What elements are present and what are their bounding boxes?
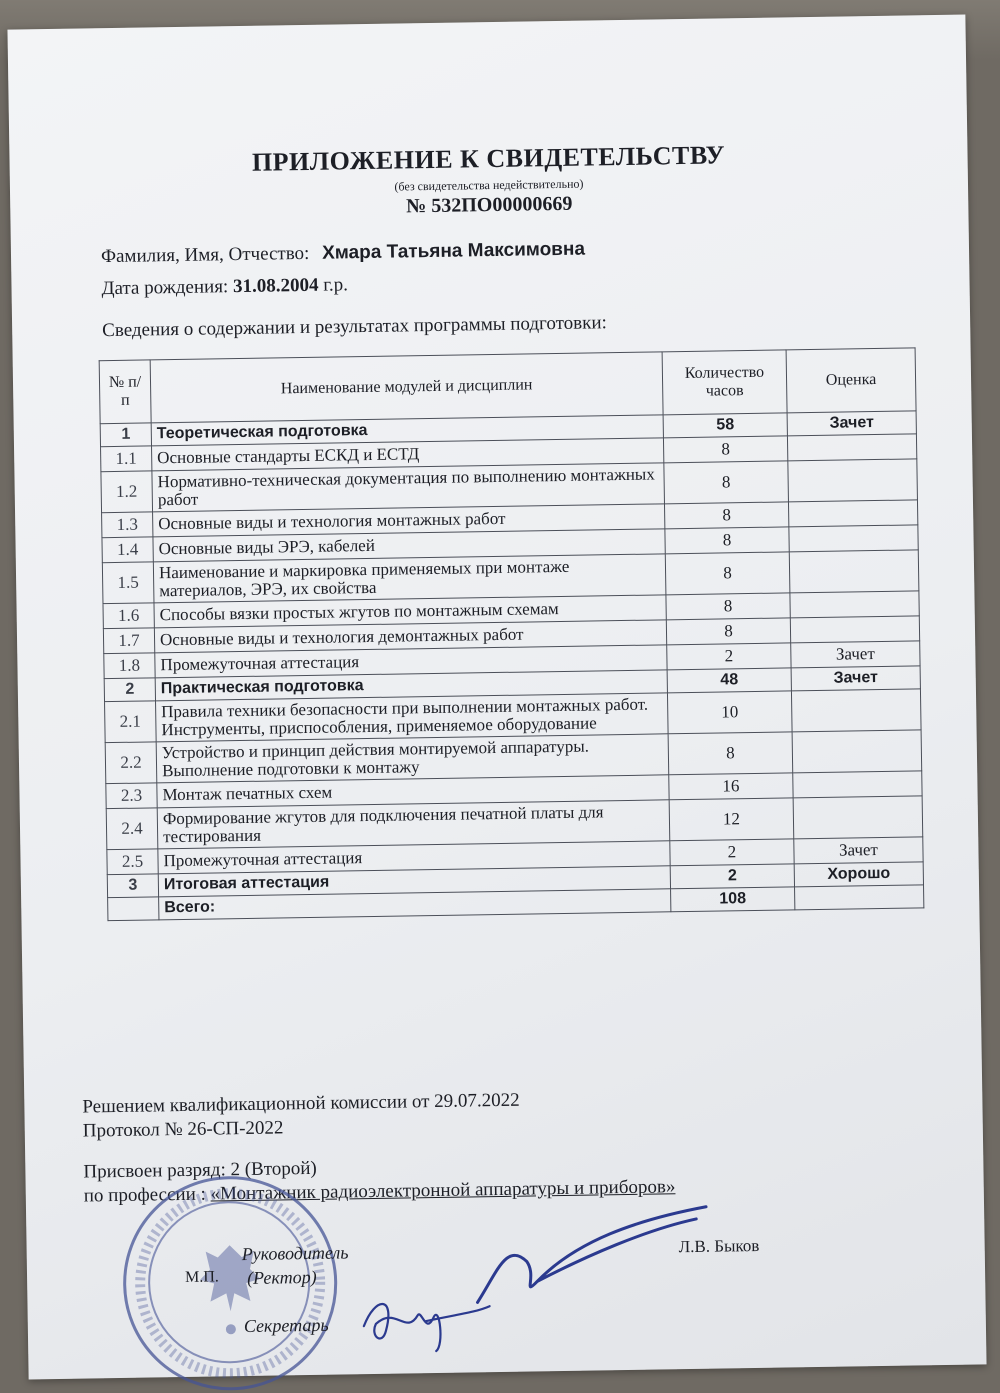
row-hours: 16 xyxy=(669,773,793,800)
row-hours: 2 xyxy=(670,839,794,866)
row-num: 1.6 xyxy=(103,603,154,629)
row-grade xyxy=(789,525,918,552)
fio-line xyxy=(101,239,585,269)
row-name: Основные виды и технология демонтажных работ xyxy=(154,620,666,653)
profession-label: по профессии : xyxy=(83,1183,206,1207)
document-number: № 532ПО00000669 xyxy=(406,192,573,218)
row-hours: 48 xyxy=(667,668,791,693)
row-hours: 2 xyxy=(667,643,791,670)
row-name: Промежуточная аттестация xyxy=(158,841,670,874)
row-num: 1 xyxy=(100,423,151,447)
row-num: 2.4 xyxy=(106,808,158,850)
total-num-cell xyxy=(108,897,159,921)
row-grade xyxy=(792,730,922,773)
row-hours: 8 xyxy=(663,436,787,463)
row-name: Итоговая аттестация xyxy=(158,866,670,897)
row-num: 1.4 xyxy=(102,537,153,563)
dob-line xyxy=(101,274,348,300)
row-hours: 8 xyxy=(666,593,790,620)
row-num: 2.5 xyxy=(107,849,158,875)
row-hours: 8 xyxy=(665,527,789,554)
row-name: Устройство и принцип действия монтируемой аппаратуры. Выполнение подготовки к монтажу xyxy=(156,734,669,783)
fio-value: Хмара Татьяна Максимовна xyxy=(321,238,586,264)
row-name: Основные виды и технология монтажных работ xyxy=(153,504,665,537)
row-name: Монтаж печатных схем xyxy=(157,775,669,808)
row-num: 1.8 xyxy=(104,653,155,679)
row-hours: 8 xyxy=(668,732,793,775)
row-grade: Зачет xyxy=(791,666,920,691)
dob-value: 31.08.2004 xyxy=(232,274,319,298)
fio-label: Фамилия, Имя, Отчество: xyxy=(100,242,310,268)
row-hours: 10 xyxy=(667,691,792,734)
commission-decision: Решением квалификационной комиссии от 29.07.2022 xyxy=(82,1089,520,1118)
secretary-label: Секретарь xyxy=(243,1314,329,1337)
row-name: Основные стандарты ЕСКД и ЕСТД xyxy=(152,438,664,471)
row-grade xyxy=(788,459,918,502)
header-hours: Количество часов xyxy=(662,350,787,415)
row-grade xyxy=(793,771,922,798)
row-num: 1.5 xyxy=(102,562,154,604)
row-num: 2.2 xyxy=(105,742,157,784)
row-num: 1.3 xyxy=(102,512,153,538)
row-hours: 8 xyxy=(666,618,790,645)
assigned-rank: Присвоен разряд: 2 (Второй) xyxy=(83,1157,317,1183)
protocol-number: Протокол № 26-СП-2022 xyxy=(82,1117,284,1142)
row-hours: 8 xyxy=(665,552,790,595)
row-grade xyxy=(788,500,917,527)
row-num: 3 xyxy=(107,874,158,898)
row-hours: 2 xyxy=(670,864,794,889)
program-intro: Сведения о содержании и результатах программы подготовки: xyxy=(102,312,607,342)
row-name: Способы вязки простых жгутов по монтажным схемам xyxy=(154,595,666,628)
row-hours: 12 xyxy=(669,798,794,841)
total-hours: 108 xyxy=(671,887,795,912)
secretary-signature-icon xyxy=(355,1284,496,1356)
table-body xyxy=(100,411,924,921)
row-grade: Зачет xyxy=(791,641,920,668)
row-num: 2.1 xyxy=(105,701,157,743)
row-name: Формирование жгутов для подключения печатной платы для тестирования xyxy=(157,800,670,849)
row-grade: Хорошо xyxy=(794,862,923,887)
row-grade xyxy=(793,796,923,839)
dob-label: Дата рождения: xyxy=(101,276,229,300)
row-name: Теоретическая подготовка xyxy=(151,415,663,446)
row-grade: Зачет xyxy=(794,837,923,864)
row-grade xyxy=(791,689,921,732)
total-label: Всего: xyxy=(159,889,671,920)
row-num: 2 xyxy=(104,678,155,702)
row-num: 1.7 xyxy=(103,628,154,654)
head-role: Руководитель xyxy=(241,1242,349,1265)
row-hours: 8 xyxy=(664,502,788,529)
header-num: № п/п xyxy=(99,360,151,424)
row-name: Промежуточная аттестация xyxy=(155,645,667,678)
row-grade xyxy=(790,616,919,643)
row-num: 1.1 xyxy=(101,446,152,472)
head-signature-icon xyxy=(466,1199,718,1313)
row-name: Основные виды ЭРЭ, кабелей xyxy=(153,529,665,562)
row-num: 1.2 xyxy=(101,471,153,513)
row-name: Нормативно-техническая документация по выполнению монтажных работ xyxy=(152,463,665,512)
profession-value: «Монтажник радиоэлектронной аппаратуры и приборов» xyxy=(210,1176,676,1205)
total-grade xyxy=(795,885,924,910)
stamp-place-label: М.П. xyxy=(184,1268,219,1286)
row-grade xyxy=(787,434,916,461)
head-name: Л.В. Быков xyxy=(678,1235,760,1257)
row-grade xyxy=(790,591,919,618)
row-hours: 8 xyxy=(664,461,789,504)
row-grade: Зачет xyxy=(787,411,916,436)
row-grade xyxy=(789,550,919,593)
document-subtitle: (без свидетельства недействительно) xyxy=(394,176,584,194)
header-name: Наименование модулей и дисциплин xyxy=(150,352,663,423)
row-num: 2.3 xyxy=(106,783,157,809)
row-name: Практическая подготовка xyxy=(155,670,667,701)
row-name: Наименование и маркировка применяемых при монтаже материалов, ЭРЭ, их свойства xyxy=(153,554,666,603)
rector-label: (Ректор) xyxy=(246,1266,317,1288)
program-table xyxy=(99,347,925,921)
document-title: ПРИЛОЖЕНИЕ К СВИДЕТЕЛЬСТВУ xyxy=(251,140,726,177)
header-grade: Оценка xyxy=(786,348,916,413)
row-hours: 58 xyxy=(663,413,787,438)
certificate-appendix-sheet xyxy=(7,15,986,1380)
row-name: Правила техники безопасности при выполнении монтажных работ. Инструменты, приспособления, применяемое оборудование xyxy=(156,693,669,742)
dob-suffix: г.р. xyxy=(323,274,349,296)
